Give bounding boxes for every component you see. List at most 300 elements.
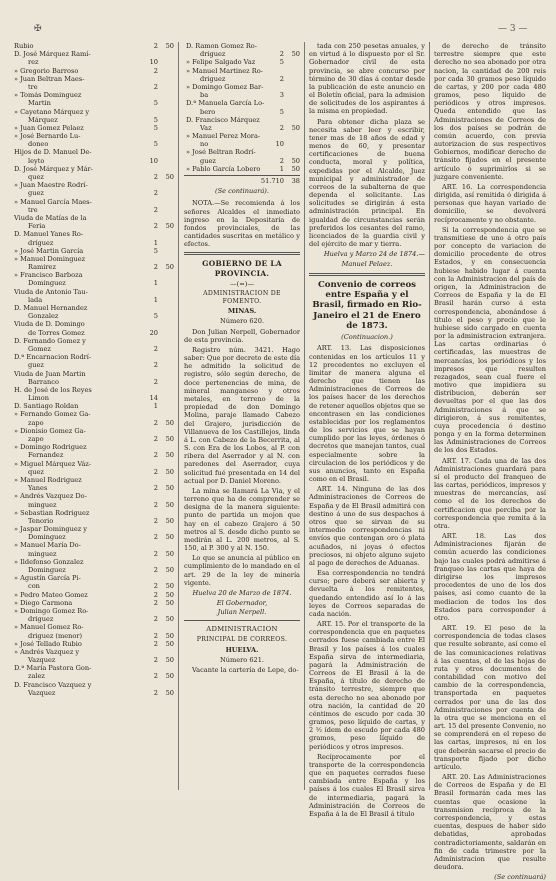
subscriber-name: zapo (28, 418, 44, 427)
subscriber-row (12, 99, 174, 107)
subscriber-name: quez (28, 173, 44, 181)
vacancy-text-2: Para obtener dicha plaza se necesita saber leer y escribir, tener mas de 18 años de edad y menos de 60, y presentar certificaciones de buena conducta, moral y política, expedidas por el Alcalde, Juez municipal y administrador de correos de la subalterna de que dependa el solicitante. Las solicitudes se dirigirán á esta administración principal. En igualdad de circunstancias serán preferidos los cesantes del ramo, licenciados de la guardia civil y del ejército de mar y tierra. (309, 117, 425, 249)
amount-whole: 2 (279, 50, 284, 59)
gov-title: GOBIERNO DE LA PROVINCIA. (202, 259, 282, 278)
subscriber-row (12, 484, 174, 492)
amount-cents: 50 (165, 222, 174, 231)
subscriber-row (184, 165, 300, 173)
gov-date: Huelva 20 de Marzo de 1874. (192, 588, 292, 597)
amount-whole: 2 (279, 156, 284, 165)
subscriber-name: D. Manuel Yanes Ro- (14, 230, 84, 239)
subscriber-row (12, 247, 174, 255)
amount-cents: 50 (165, 516, 174, 525)
amount-cents: 50 (165, 467, 174, 476)
subscriber-row (12, 509, 174, 517)
subscriber-row (12, 402, 174, 410)
amount-whole: 5 (153, 123, 158, 132)
subscriber-row (12, 541, 174, 549)
vacancy-text-1: tada con 250 pesetas anuales, y en virtud á lo dispuesto por el Sr. Gobernador civil de esta provincia, se abre concurso por término de 30 días á contar desde la publicación de este anuncio en el Boletín oficial, para la admision de solicitudes de los aspirantes á la misma en propiedad. (309, 42, 425, 116)
amount-whole: 5 (279, 58, 284, 67)
subscriber-name: D.ª Manuela García Lo- (186, 99, 265, 108)
amount-cents: 50 (165, 435, 174, 443)
subscriber-name: Limon (28, 394, 49, 403)
convention-to-be-continued: (Se continuará) (494, 873, 546, 881)
subscriber-row (12, 623, 174, 631)
amount-whole: 20 (149, 328, 158, 337)
subscriber-row (12, 492, 174, 500)
amount-whole: 2 (153, 222, 158, 231)
subscriber-name: » José Bernardo Lu- (14, 132, 81, 141)
amount-cents: 50 (165, 549, 174, 558)
amount-whole: 2 (153, 344, 158, 353)
subscriber-name: » Jaspar Dominguez y (14, 525, 88, 534)
gov-separator: —(=)— (230, 279, 254, 288)
subscriber-name: » Domingo Rodriguez (14, 443, 87, 452)
subscriber-name: Rubio (14, 42, 34, 50)
subscriber-name: lada (28, 295, 43, 304)
amount-cents: 50 (165, 173, 174, 181)
amount-whole: 2 (153, 377, 158, 386)
amount-cents: 50 (165, 656, 174, 665)
admin-city: HUELVA. (225, 645, 259, 654)
amount-whole: 14 (149, 394, 158, 403)
column-postal-convention-cont (434, 42, 546, 881)
amount-cents: 50 (165, 533, 174, 542)
subscriber-row (12, 50, 174, 58)
amount-whole: 2 (153, 418, 158, 427)
subscriber-row (12, 533, 174, 541)
subscriber-name: D. José Márquez Ramí- (14, 50, 91, 59)
subscriber-name: Dominguez (28, 533, 66, 542)
subscriber-name: » Manuel Perez Mora- (186, 132, 261, 141)
subscriber-name: Dominguez (28, 279, 66, 288)
subscriber-name: » Pedro Mateo Gomez (14, 590, 88, 599)
subscriber-name: » Juan Beltran Maes- (14, 74, 85, 83)
gov-body-1: Registro núm. 3421. Hago saber: Que por decreto de este día he admitido la solicitud de registro, sólo según derecho, de doce pertenencias de mina, de mineral manganeso y otros metales, en terreno de la propiedad de don Domingo Molina, paraje llamado Cabezo del Grajero, jurisdicción de Villanueva de los Castillejos, linda á L. con Cabezo de la Becerrita, al S. con Era de los Lobos, al P. con ribera del Aserrador y al N. con paredones del Aserrador, cuya solicitud fué presentada en 14 del actual por D. Daniel Moreno. (184, 345, 300, 485)
subscriber-row (12, 574, 174, 582)
subscriber-name: minguez (28, 500, 57, 509)
subscriber-name: doneo (28, 140, 49, 149)
subscriber-row (12, 648, 174, 656)
divider (184, 252, 300, 255)
subscriber-name: Gonzalez (28, 312, 59, 321)
subscriber-row (12, 239, 174, 247)
gov-signature-title: El Gobernador, (216, 599, 268, 608)
amount-cents: 50 (165, 566, 174, 574)
subscriber-name: » Dionisio Gomez Ga- (14, 426, 86, 435)
subscriber-row (12, 460, 174, 468)
subscriber-name: » Cayetano Márquez y (14, 107, 90, 116)
amount-whole: 2 (153, 189, 158, 198)
subscriber-row (184, 116, 300, 124)
amount-cents: 50 (165, 598, 174, 607)
subscriber-name: » Fernando Gomez Ga- (14, 410, 91, 419)
admin-number: Número 621. (219, 655, 265, 664)
subscriber-name: » José Beltran Rodrí- (186, 148, 256, 157)
amount-whole: 5 (153, 140, 158, 149)
amount-whole: 2 (153, 361, 158, 370)
amount-whole: 2 (153, 549, 158, 558)
gov-body-2: La mina se llamará La Via, y el terreno que ha de comprender se designa de la manera siguiente: punto de partida un mojon que hay en el cabezo Grajero á 50 metros al S. desde dicho punto se medirán al L. 200 metros, al S. 150, al P. 300 y al N. 150. (184, 486, 300, 553)
subscriber-name: » Juan Gomez Pelaez (14, 123, 84, 132)
subscriber-row (12, 181, 174, 189)
subscriber-name: » Francisco Barboza (14, 271, 83, 280)
subscriber-name: minguez (28, 549, 57, 558)
subscriber-row (12, 345, 174, 353)
amount-whole: 3 (279, 91, 284, 100)
subscriber-name: » Gregorio Barroso (14, 66, 79, 75)
subscriber-name: » Manuel Rodriguez (14, 475, 82, 484)
subscriber-row (12, 91, 174, 99)
subscriber-name: zalez (28, 672, 45, 681)
subscriber-row (12, 124, 174, 132)
subscriber-row (12, 75, 174, 83)
convention-article-18: ART. 18. Las dos Administraciones fijarán de común acuerdo las condiciones bajo las cuales podrá admitirse á franqueo las cartas que haya de dirigirse los impresos procedentes de uno de los dos países, así como cuanto de la mediacion de todos los dos Estados para corresponder á otro. (434, 532, 546, 622)
subscriber-name: » Manuel María Do- (14, 541, 81, 550)
subscriber-name: » Manuel Dominguez (14, 254, 86, 263)
subscriber-name: » Juan Maestre Rodrí- (14, 181, 88, 190)
amount-whole: 2 (153, 533, 158, 542)
convention-article-13: ART. 13. Las disposiciones contenidas en los artículos 11 y 12 precedentes no excluyen el limitar de manera alguna el derecho que tienen las Administraciones de Correos de los países hacer de los derechos de retener aquellos objetos que se encontrasen en las condiciones establecidas por los reglamentos de los servicios que se hayan cumplido por las leyes, órdenes ó decretos que manejan tantos, cual especialmente sobre la circulacion de los periódicos y de sus anuncios, tanto en España como en el Brasil. (309, 344, 425, 484)
subscription-total: 51.710 38 (184, 175, 300, 185)
subscriber-row (12, 296, 174, 304)
amount-whole: 1 (153, 402, 158, 411)
subscriber-row (12, 214, 174, 222)
subscriber-name: » Tomás Dominguez (14, 91, 82, 100)
subscriber-row (12, 427, 174, 435)
subscriber-row (12, 640, 174, 648)
subscriber-name: Vazquez (28, 688, 56, 697)
subscriber-name: driguez (28, 615, 54, 624)
subscriber-row (12, 501, 174, 509)
amount-cents: 50 (291, 50, 300, 59)
subscriber-name: Fernandez (28, 451, 64, 460)
column-rule (178, 42, 179, 790)
subscriber-row (184, 58, 300, 66)
subscriber-row (12, 230, 174, 238)
subscriber-name: » Ildefonso Gonzalez (14, 557, 84, 566)
subscriber-row (12, 435, 174, 443)
amount-cents: 50 (165, 615, 174, 624)
subscriber-row (12, 116, 174, 124)
subscriber-name: D. Fernando Gomez y (14, 336, 86, 345)
amount-whole: 2 (279, 123, 284, 132)
subscriber-name: ba (200, 91, 209, 100)
subscriber-row (12, 108, 174, 116)
amount-whole: 2 (279, 74, 284, 83)
subscriber-row (12, 288, 174, 296)
convention-article-14: ART. 14. Ninguna de las dos Administraciones de Correos de España y de El Brasil admitirá con destino á uno de sus despachos á otros que se sirvan de su intermedio correspondencias ni envíos que contengan oro ó plata acuñados, ni joyas ó efectos preciosos, ni objeto alguno sujeto al pago de derechos de Aduanas. (309, 485, 425, 567)
subscriber-row (12, 353, 174, 361)
amount-whole: 2 (153, 639, 158, 648)
amount-whole: 2 (153, 484, 158, 493)
subscriber-name: » Diego Carmona (14, 598, 73, 607)
amount-whole: 2 (153, 66, 158, 75)
amount-cents: 50 (165, 418, 174, 427)
amount-whole: 2 (153, 615, 158, 624)
admin-body: Vacante la cartería de Lepe, do- (192, 665, 299, 674)
amount-whole: 2 (153, 656, 158, 665)
subscriber-name: leyto (28, 156, 45, 165)
subscriber-name: » Andrés Vazquez y (14, 647, 80, 656)
subscriber-name: Gomez (28, 344, 51, 353)
page-mark-left: ✠ (34, 24, 42, 34)
subscriber-row (12, 632, 174, 640)
subscriber-row (12, 410, 174, 418)
amount-whole: 2 (153, 631, 158, 640)
admin-subtitle: PRINCIPAL DE CORREOS. (196, 635, 288, 643)
subscriber-name: » José Tellado Rubio (14, 639, 82, 648)
gov-number: Número 620. (219, 317, 265, 326)
amount-whole: 1 (153, 279, 158, 288)
amount-cents: 50 (165, 484, 174, 493)
subscriber-row (12, 476, 174, 484)
amount-whole: 2 (153, 173, 158, 181)
subscriber-name: Tenorio (28, 516, 54, 525)
subscriber-name: tre (28, 205, 38, 214)
subscriber-name: bero (200, 107, 216, 116)
subscriber-row (12, 173, 174, 181)
vacancy-signature: Manuel Pelaez. (341, 260, 393, 269)
subscriber-name: » Sebastian Rodriguez (14, 508, 90, 517)
subscriber-row (12, 67, 174, 75)
subscriber-row (184, 124, 300, 132)
amount-cents: 50 (165, 639, 174, 648)
subscriber-name: Dominguez (28, 566, 66, 574)
subscriber-name: Hijos de D. Manuel De- (14, 148, 92, 157)
amount-whole: 2 (153, 42, 158, 50)
subscriber-row (12, 337, 174, 345)
amount-whole: 2 (153, 205, 158, 214)
vacancy-date: Huelva y Marzo 24 de 1874.— (323, 250, 425, 259)
gov-body-3: Lo que se anuncia al público en cumplimiento de lo mandado en el art. 29 de la ley de minería vigente. (184, 554, 300, 587)
subscriber-row (12, 443, 174, 451)
subscriber-name: D. José Márquez y Már- (14, 164, 93, 173)
subscriber-row (12, 607, 174, 615)
subscriber-name: D.ª Encarnacion Rodrí- (14, 353, 92, 362)
amount-whole: 1 (153, 295, 158, 304)
subscriber-name: » Pablo García Lobero (186, 164, 261, 173)
subscriber-row (12, 255, 174, 263)
subscriber-name: D. Ramon Gomez Ro- (186, 42, 257, 50)
amount-cents: 50 (165, 500, 174, 509)
amount-whole: 2 (153, 500, 158, 509)
subscriber-row (12, 222, 174, 230)
amount-cents: 50 (165, 582, 174, 591)
subscriber-row (12, 320, 174, 328)
subscriber-name: Viuda de D. Domingo (14, 320, 85, 329)
subscriber-row (184, 108, 300, 116)
amount-cents: 50 (291, 156, 300, 165)
subscriber-row (12, 157, 174, 165)
subscriber-row (184, 157, 300, 165)
subscriber-row (12, 263, 174, 271)
subscriber-name: guez (200, 156, 216, 165)
subscriber-name: driguez (menor) (28, 631, 83, 640)
amount-whole: 5 (153, 99, 158, 108)
amount-whole: 2 (153, 582, 158, 591)
subscriber-row (12, 689, 174, 697)
subscriber-name: no (200, 140, 209, 149)
column-postal-convention (309, 42, 425, 818)
subscriber-name: » Miguel Márquez Váz- (14, 459, 92, 468)
amount-whole: 2 (153, 82, 158, 91)
subscriber-row (12, 198, 174, 206)
subscriber-row (12, 656, 174, 664)
amount-whole: 5 (153, 312, 158, 321)
amount-whole: 5 (153, 246, 158, 255)
amount-cents: 50 (165, 42, 174, 50)
subscriber-name: D. Manuel Hernandez (14, 304, 88, 312)
subscriber-row (12, 664, 174, 672)
subscriber-row (184, 67, 300, 75)
subscriber-name: » Felipe Salgado Vaz (186, 58, 256, 67)
amount-whole: 2 (153, 435, 158, 443)
admin-title: ADMINISTRACION (206, 625, 278, 634)
subscriber-row (12, 566, 174, 574)
amount-whole: 2 (153, 467, 158, 476)
subscriber-row (12, 312, 174, 320)
gov-signature-name: Julian Nerpell. (217, 608, 267, 617)
subscriber-row (12, 468, 174, 476)
convention-article-15c: de derecho de tránsito terrestre siempre que este derecho no sea abonado por otra nacion, la cantidad de 200 reis por cada 30 gramos peso líquido de cartas, y 200 por cada 480 gramos, peso líquido de periódicos y otros impresos. Queda entendido que las Administraciones de Correos de los dos países se podrán de común acuerdo, con previa autorizacion de sus respectivos Gobiernos, modificar derecho de tránsito fijados en el presente artículo ó suprimirlos si se juzgare conveniente. (434, 42, 546, 181)
subscriber-row (12, 517, 174, 525)
subscriber-row (12, 304, 174, 312)
gov-body-intro: Don Julian Nerpell, Gobernador de esta provincia. (184, 327, 300, 344)
amount-whole: 2 (153, 598, 158, 607)
subscriber-name: » Andrés Vazquez Do- (14, 492, 87, 501)
subscriber-name: Vazquez (28, 656, 56, 665)
subscriber-row (12, 42, 174, 50)
subscriber-row (12, 206, 174, 214)
subscriber-name: Viuda de Juan Martin (14, 369, 86, 378)
amount-whole: 1 (279, 164, 284, 173)
subscriber-name: de Torres Gomez (28, 328, 85, 337)
amount-cents: 50 (165, 672, 174, 681)
convention-article-17: ART. 17. Cada una de las dos Administraciones guardará para sí el producto del franqueo de las cartas, periódicos, impresos y muestras de mercancías, así como el de los derechos de certificacion que perciba por la correspondencia que remita á la otra. (434, 456, 546, 530)
subscriber-name: rez (28, 58, 39, 67)
subscriber-row (12, 615, 174, 623)
gov-admin-heading: ADMINISTRACION DE FOMENTO. (203, 289, 281, 305)
subscriber-row (184, 83, 300, 91)
convention-continuation: (Continuacion.) (341, 333, 393, 342)
amount-whole: 10 (275, 140, 284, 149)
subscriber-name: D. Francisco Vazquez y (14, 680, 92, 689)
subscriber-name: Yanes (28, 484, 48, 493)
convention-article-15b: Recíprocamente por el transporte de la correspondencia que en paquetes cerrados fuese cambiada entre España y los países á los cuales El Brasil sirva de intermediaria, pagará la Administración de Correos de España á la de El Brasil á título (309, 752, 425, 818)
amount-whole: 5 (153, 115, 158, 124)
subscriber-name: H. de José de los Reyes (14, 385, 92, 394)
subscriber-row (12, 271, 174, 279)
subscriber-row (184, 99, 300, 107)
subscriber-name: driguez (200, 50, 226, 59)
subscriber-row (184, 91, 300, 99)
subscriber-row (12, 83, 174, 91)
subscriber-row (12, 140, 174, 148)
subscriber-row (184, 148, 300, 156)
convention-article-16: ART. 16. La correspondencia dirigida, así remitida ó dirigida á personas que hayan variado de domicilio, se devolverá recíprocamente y no obstante. (434, 182, 546, 224)
subscriber-row (184, 75, 300, 83)
subscriber-row (12, 672, 174, 680)
subscriber-row (12, 419, 174, 427)
convention-title: Convenio de correos entre España y el Brasil, firmado en Rio-Janeiro el 21 de Enero de 1873. (312, 279, 422, 331)
subscriber-row (12, 361, 174, 369)
subscriber-row (12, 132, 174, 140)
subscriber-name: » Manuel Gomez Ro- (14, 623, 84, 632)
column-subscription-list-1 (12, 42, 174, 792)
convention-article-19: ART. 19. El peso de la correspondencia de todas clases que resulte sobrante, así como el de las comunicaciones relativas á las cuentas, el de las hojas de ruta y otros documentos de contabilidad con motivo del cambio de la correspondencia, transportada en paquetes cerrados por una de las dos Administraciones por cuenta de la otra que se menciona en el art. 15 del presente Convenio, no se comprenderá en el repeso de las cartas, impresos, ni en los que deberán sacarse el precio de transporte fijado por dicho artículo. (434, 624, 546, 771)
subscriber-name: tre (28, 82, 38, 91)
subscriber-name: guez (28, 361, 44, 370)
amount-whole: 2 (153, 516, 158, 525)
convention-article-16b: Si la correspondencia que se transmitiese de uno á otro país por concepto de variacion de domicilio procedente de otros Estados, y en consecuencia hubiese habido lugar á cuenta con la Administracion del país de origen, la Administracion de Correos de España y la de El Brasil harán curso á esta correspondencia, abonándose á título el peso y precio que le hubiese sido cargado en cuenta por la administracion extranjera. Las cartas ordinarias ó certificadas, las muestras de mercancías, los periódicos y los impresos que resulten rezagados, sean cual fuere el motivo que impidiera su distribucion, deberán ser devueltas por el que las dos Administraciones á que se dirigieron, á sus remitentes, cuya procedencia ó destino ponga y en la forma determinen las Administraciones de Correos de los dos Estados. (434, 225, 546, 455)
subscriber-name: Feria (28, 222, 46, 231)
subscriber-name: driguez (200, 74, 226, 83)
subscriber-row (12, 582, 174, 590)
subscriber-name: » Manuel García Maes- (14, 197, 92, 206)
subscriber-name: zapo (28, 435, 44, 443)
subscriber-row (184, 42, 300, 50)
subscriber-row (12, 591, 174, 599)
subscriber-name: » José Martin García (14, 246, 84, 255)
subscriber-name: » Domingo Gomez Ro- (14, 606, 89, 615)
amount-whole: 10 (149, 156, 158, 165)
subscriber-name: Ramirez (28, 263, 56, 272)
subscriber-name: » Manuel Martinez Ro- (186, 66, 263, 75)
column-rule (304, 42, 305, 790)
subscriber-name: quez (28, 467, 44, 476)
subscriber-row (12, 148, 174, 156)
convention-article-20: ART. 20. Las Administraciones de Correos de España y de El Brasil formarán cada mes las cuentas que ocasione la transmision recíproca de la correspondencia, y estas cuentas, despues de haber sido debatidas, aprobadas contradictoriamente, saldarán en fin de cada trimestre por la Administracion que resulte deudora. (434, 773, 546, 872)
subscriber-row (12, 394, 174, 402)
amount-whole: 2 (153, 688, 158, 697)
subscriber-row (12, 370, 174, 378)
subscriber-row (12, 378, 174, 386)
column-rule (429, 42, 430, 790)
amount-cents: 50 (165, 263, 174, 272)
subscriber-row (12, 550, 174, 558)
amount-cents: 50 (165, 590, 174, 599)
subscriber-name: Viuda de Antonio Tau- (14, 287, 88, 296)
subscription-list-2 (184, 42, 300, 173)
subscriber-row (12, 681, 174, 689)
subscriber-name: D. Francisco Márquez (186, 115, 260, 124)
divider (184, 620, 300, 621)
subscriber-name: » Agustín García Pi- (14, 574, 81, 583)
amount-cents: 50 (291, 164, 300, 173)
subscriber-name: guez (28, 189, 44, 198)
page-mark-right: — 3 — (498, 24, 528, 34)
continuara-note: (Se continuará). (215, 187, 269, 196)
subscriber-name: D. Santiago Roldan (14, 402, 79, 411)
amount-cents: 50 (165, 631, 174, 640)
nota-paragraph: NOTA.—Se recomienda á los señores Alcaldes el inmediato ingreso en la Depositaría de fondos provinciales, de las cantidades suscritas en metálico y efectos. (184, 199, 300, 249)
subscriber-name: » Domingo Gomez Bar- (186, 82, 264, 91)
amount-whole: 2 (153, 451, 158, 460)
subscriber-row (12, 558, 174, 566)
subscriber-row (184, 140, 300, 148)
subscriber-row (12, 329, 174, 337)
amount-whole: 2 (153, 263, 158, 272)
convention-article-14b: Esa correspondencia no tendrá curso; pero deberá ser abierta y devuelta á los remitentes, quedando entendido así lo á las leyes de Correos separadas de cada nación. (309, 569, 425, 618)
amount-whole: 2 (153, 672, 158, 681)
subscriber-row (12, 386, 174, 394)
gov-section: MINAS. (227, 307, 257, 316)
subscriber-name: Márquez (28, 115, 58, 124)
amount-cents: 50 (165, 451, 174, 460)
subscriber-row (12, 525, 174, 533)
subscriber-name: Viuda de Matías de la (14, 213, 87, 222)
